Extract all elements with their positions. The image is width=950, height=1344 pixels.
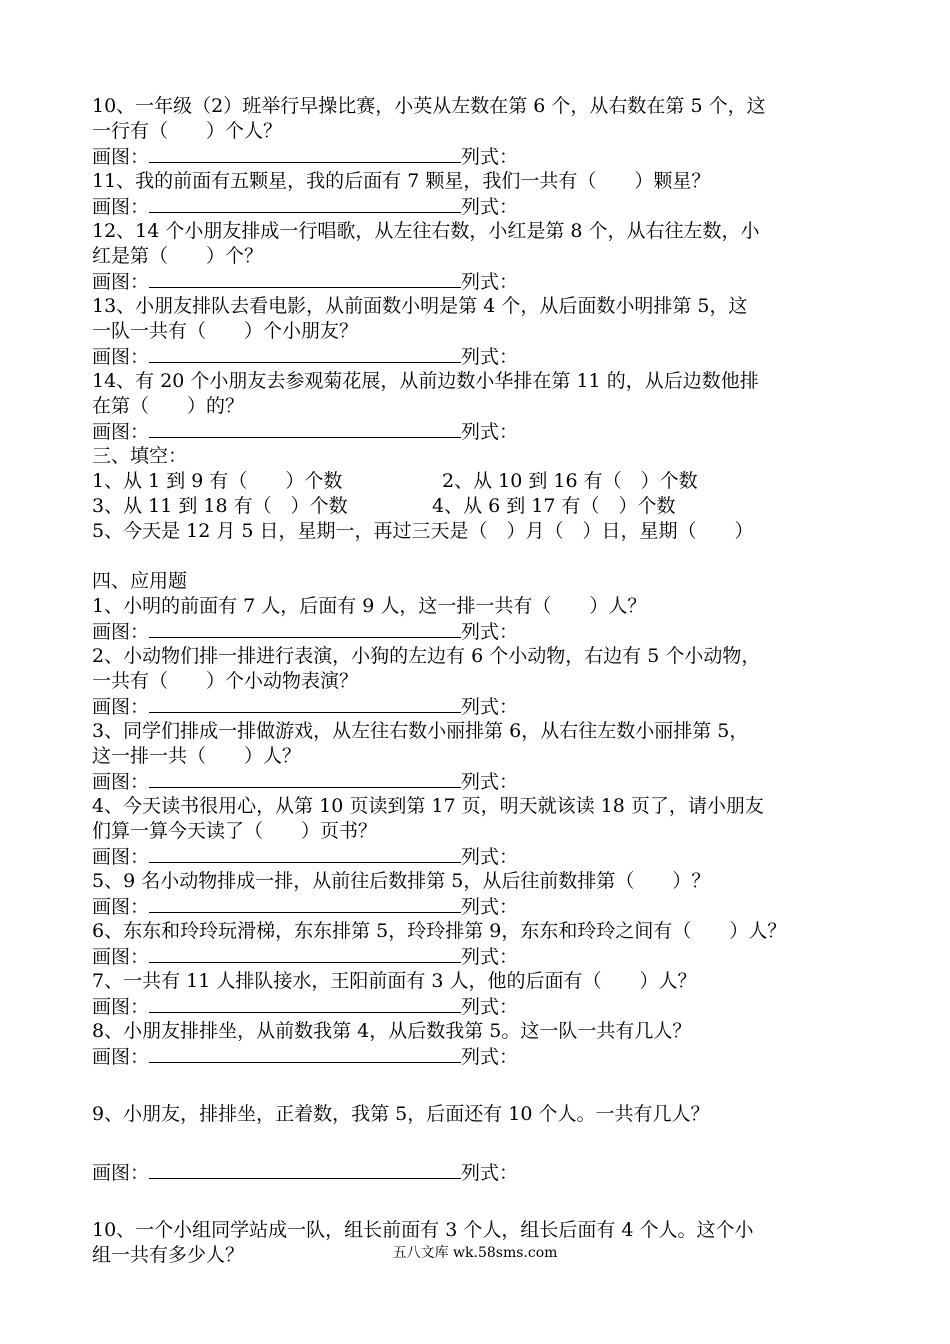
question-text: 们算一算今天读了（ ）页书？ [92, 820, 378, 842]
question-text: 13、小朋友排队去看电影，从前面数小明是第 4 个，从后面数小明排第 5，这 [92, 295, 748, 317]
question-text: 这一排一共（ ）人？ [92, 745, 302, 767]
formula-label: 列式： [461, 621, 519, 643]
formula-label: 列式： [461, 1046, 519, 1068]
formula-label: 列式： [461, 771, 519, 793]
footer-watermark: 五八文库 wk.58sms.com [392, 1245, 558, 1261]
answer-row [92, 1044, 892, 1069]
fill-item: 3、从 11 到 18 有（ ）个数 [92, 495, 348, 517]
formula-label: 列式： [461, 146, 519, 168]
question-text: 14、有 20 个小朋友去参观菊花展，从前边数小华排在第 11 的，从后边数他排 [92, 370, 759, 392]
draw-label: 画图： [92, 196, 150, 218]
question-text: 2、小动物们排一排进行表演，小狗的左边有 6 个小动物，右边有 5 个小动物， [92, 645, 761, 667]
draw-label: 画图： [92, 771, 150, 793]
draw-blank[interactable] [149, 269, 461, 288]
fill-item: 1、从 1 到 9 有（ ）个数 [92, 470, 343, 492]
fill-row [92, 494, 892, 519]
app-question-3 [92, 719, 892, 794]
question-11 [92, 169, 892, 219]
draw-blank[interactable] [149, 694, 461, 713]
app-question-7 [92, 969, 892, 1019]
fill-row [92, 469, 892, 494]
answer-row [92, 694, 892, 719]
draw-blank[interactable] [149, 944, 461, 963]
draw-blank[interactable] [149, 994, 461, 1013]
question-text: 11、我的前面有五颗星，我的后面有 7 颗星，我们一共有（ ）颗星？ [92, 170, 711, 192]
question-text: 红是第（ ）个？ [92, 245, 264, 267]
question-text: 3、同学们排成一排做游戏，从左往右数小丽排第 6，从右往左数小丽排第 5， [92, 720, 749, 742]
question-text: 5、9 名小动物排成一排，从前往后数排第 5，从后往前数排第（ ）？ [92, 870, 711, 892]
formula-label: 列式： [461, 946, 519, 968]
answer-row [92, 344, 892, 369]
answer-row [92, 894, 892, 919]
draw-blank[interactable] [149, 144, 461, 163]
app-question-2 [92, 644, 892, 719]
fill-item: 4、从 6 到 17 有（ ）个数 [432, 495, 676, 517]
question-text: 在第（ ）的？ [92, 395, 245, 417]
question-13 [92, 294, 892, 369]
answer-row [92, 769, 892, 794]
formula-label: 列式： [461, 271, 519, 293]
worksheet [92, 94, 892, 1268]
draw-label: 画图： [92, 621, 150, 643]
question-text: 4、今天读书很用心，从第 10 页读到第 17 页，明天就该读 18 页了，请小朋友 [92, 795, 764, 817]
app-question-6 [92, 919, 892, 969]
formula-label: 列式： [461, 846, 519, 868]
draw-label: 画图： [92, 896, 150, 918]
question-text: 12、14 个小朋友排成一行唱歌，从左往右数，小红是第 8 个，从右往左数，小 [92, 220, 760, 242]
question-text: 一行有（ ）个人？ [92, 120, 283, 142]
app-question-5 [92, 869, 892, 919]
draw-blank[interactable] [149, 769, 461, 788]
fill-item: 2、从 10 到 16 有（ ）个数 [442, 470, 698, 492]
question-text: 6、东东和玲玲玩滑梯，东东排第 5，玲玲排第 9，东东和玲玲之间有（ ）人？ [92, 920, 787, 942]
spacer [92, 1185, 892, 1218]
draw-label: 画图： [92, 846, 150, 868]
spacer [92, 1127, 892, 1160]
question-text: 1、小明的前面有 7 人，后面有 9 人，这一排一共有（ ）人？ [92, 595, 647, 617]
draw-blank[interactable] [149, 894, 461, 913]
answer-row [92, 194, 892, 219]
formula-label: 列式： [461, 346, 519, 368]
draw-blank[interactable] [149, 344, 461, 363]
draw-label: 画图： [92, 996, 150, 1018]
draw-label: 画图： [92, 1162, 150, 1184]
question-14 [92, 369, 892, 444]
draw-blank[interactable] [149, 844, 461, 863]
fill-item: 5、今天是 12 月 5 日，星期一，再过三天是（ ）月（ ）日，星期（ ） [92, 520, 754, 542]
question-text: 10、一个小组同学站成一队，组长前面有 3 个人，组长后面有 4 个人。这个小 [92, 1219, 754, 1241]
draw-label: 画图： [92, 346, 150, 368]
answer-row [92, 944, 892, 969]
answer-row [92, 144, 892, 169]
answer-row [92, 619, 892, 644]
draw-blank[interactable] [149, 1160, 461, 1179]
question-text: 9、小朋友，排排坐，正着数，我第 5，后面还有 10 个人。一共有几人？ [92, 1103, 710, 1125]
question-text: 10、一年级（2）班举行早操比赛，小英从左数在第 6 个，从右数在第 5 个，这 [92, 95, 766, 117]
question-text: 8、小朋友排排坐，从前数我第 4，从后数我第 5。这一队一共有几人？ [92, 1020, 692, 1042]
app-question-4 [92, 794, 892, 869]
section-title: 三、填空： [92, 445, 188, 467]
question-text: 一共有（ ）个小动物表演？ [92, 670, 359, 692]
draw-label: 画图： [92, 421, 150, 443]
spacer [92, 544, 892, 569]
answer-row [92, 269, 892, 294]
section-title: 四、应用题 [92, 570, 188, 592]
draw-blank[interactable] [149, 1044, 461, 1063]
draw-label: 画图： [92, 696, 150, 718]
draw-label: 画图： [92, 946, 150, 968]
question-text: 组一共有多少人？ [92, 1244, 245, 1266]
question-text: 7、一共有 11 人排队接水，王阳前面有 3 人，他的后面有（ ）人？ [92, 970, 697, 992]
application-section [92, 569, 892, 1268]
draw-label: 画图： [92, 146, 150, 168]
draw-blank[interactable] [149, 194, 461, 213]
app-question-8 [92, 1019, 892, 1069]
draw-blank[interactable] [149, 419, 461, 438]
answer-row [92, 419, 892, 444]
fill-section [92, 444, 892, 544]
draw-blank[interactable] [149, 619, 461, 638]
draw-label: 画图： [92, 271, 150, 293]
answer-row [92, 1160, 892, 1185]
formula-label: 列式： [461, 196, 519, 218]
app-question-9 [92, 1102, 892, 1185]
app-question-1 [92, 594, 892, 644]
question-10 [92, 94, 892, 169]
formula-label: 列式： [461, 696, 519, 718]
formula-label: 列式： [461, 996, 519, 1018]
formula-label: 列式： [461, 1162, 519, 1184]
question-text: 一队一共有（ ）个小朋友？ [92, 320, 359, 342]
formula-label: 列式： [461, 421, 519, 443]
question-12 [92, 219, 892, 294]
formula-label: 列式： [461, 896, 519, 918]
answer-row [92, 844, 892, 869]
draw-label: 画图： [92, 1046, 150, 1068]
spacer [92, 1069, 892, 1102]
answer-row [92, 994, 892, 1019]
